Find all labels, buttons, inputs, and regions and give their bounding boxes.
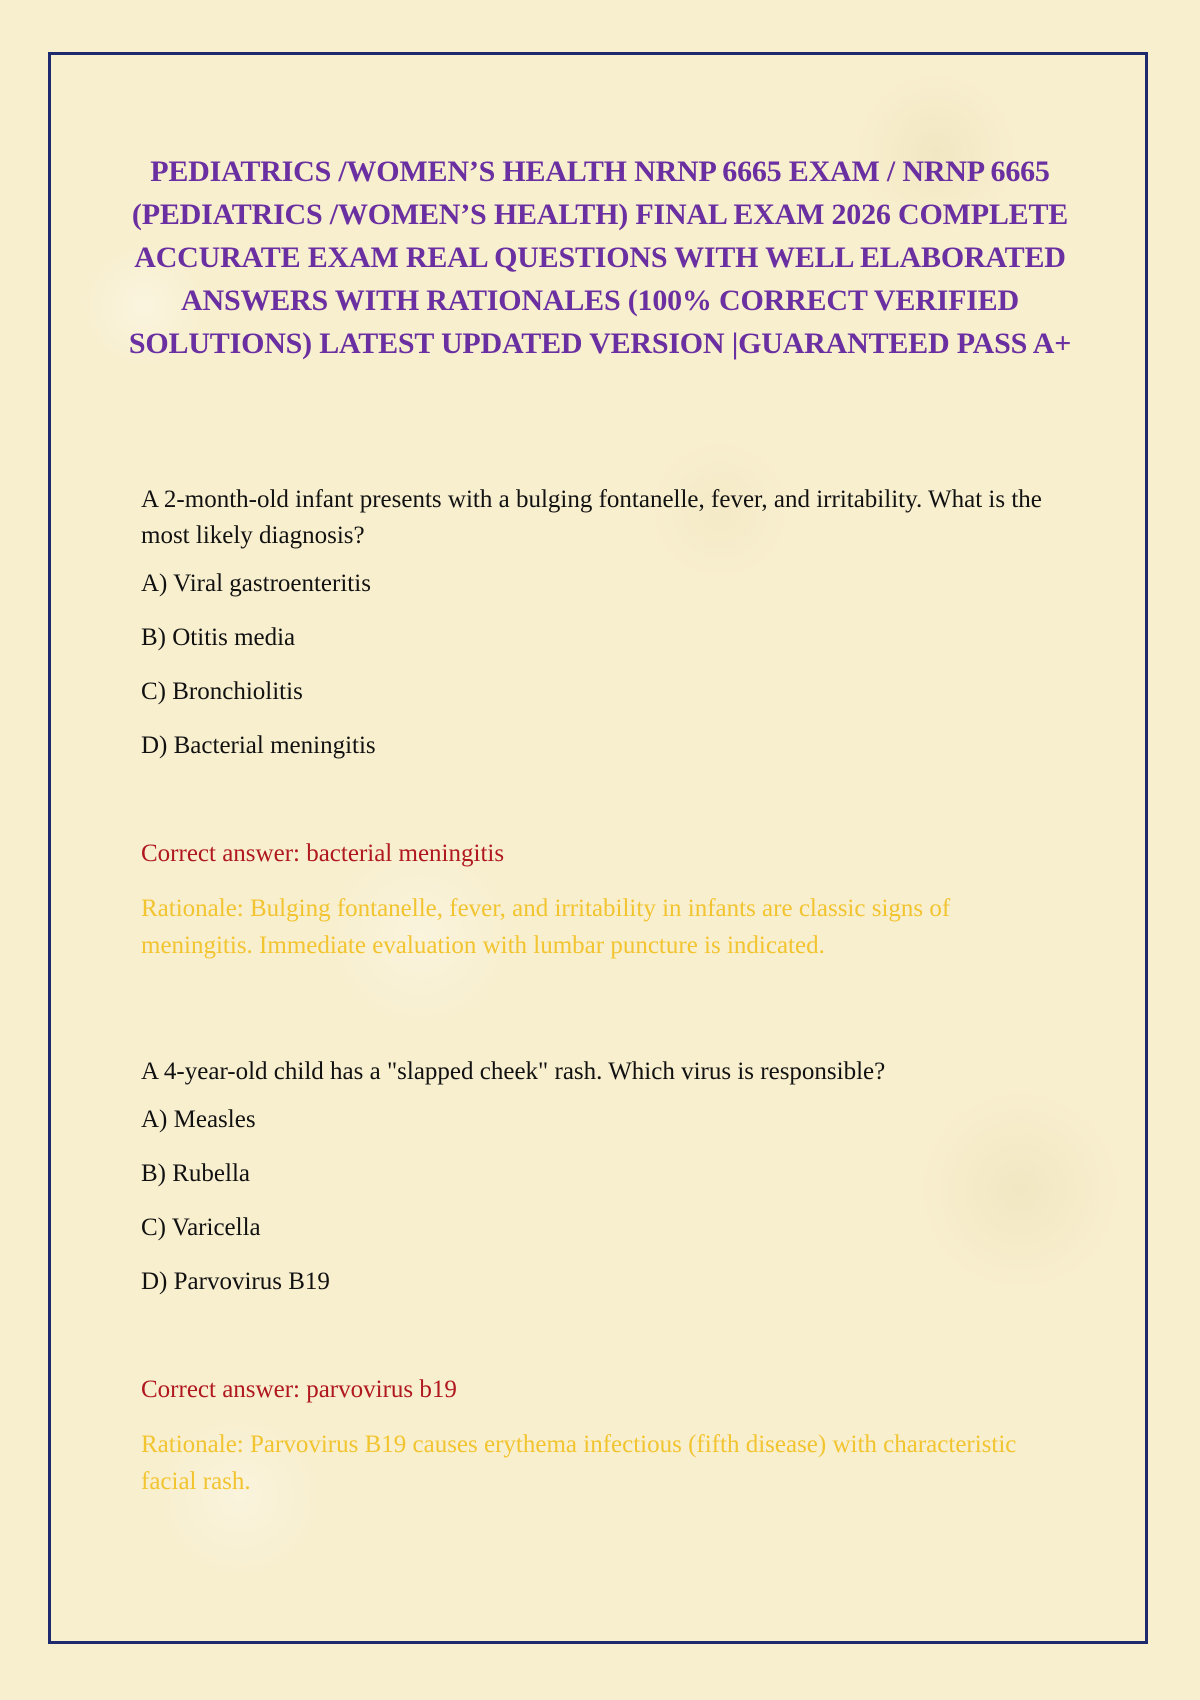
option-b: B) Otitis media [141, 624, 296, 651]
question-2 [141, 1054, 1061, 1500]
correct-answer: Correct answer: bacterial meningitis [141, 840, 505, 867]
option-d: D) Parvovirus B19 [141, 1268, 330, 1295]
question-stem: A 2-month-old infant presents with a bulging fontanelle, fever, and irritability. What is the most likely diagnosis? [141, 486, 1042, 549]
answer-options [141, 1102, 1061, 1300]
option-a: A) Viral gastroenteritis [141, 570, 371, 597]
option-c: C) Varicella [141, 1214, 261, 1241]
option-b: B) Rubella [141, 1160, 251, 1187]
document-title: PEDIATRICS /WOMEN’S HEALTH NRNP 6665 EXAM / NRNP 6665 (PEDIATRICS /WOMEN’S HEALTH) FINAL EXAM 2026 COMPLETE ACCURATE EXAM REAL QUESTIONS WITH WELL ELABORATED ANSWERS WITH RATIONALES (100% CORRECT VERIFIED SOLUTIONS) LATEST UPDATED VERSION |GUARANTEED PASS A+ [128, 155, 1072, 360]
option-c: C) Bronchiolitis [141, 678, 303, 705]
rationale: Rationale: Bulging fontanelle, fever, and irritability in infants are classic signs of meningitis. Immediate evaluation with lumbar puncture is indicated. [141, 895, 951, 959]
rationale: Rationale: Parvovirus B19 causes erythema infectious (fifth disease) with characteristic facial rash. [141, 1431, 1017, 1495]
option-d: D) Bacterial meningitis [141, 732, 376, 759]
answer-options [141, 566, 1061, 764]
option-a: A) Measles [141, 1106, 256, 1133]
correct-answer: Correct answer: parvovirus b19 [141, 1376, 457, 1403]
document-content [141, 482, 1061, 1500]
question-stem: A 4-year-old child has a "slapped cheek" rash. Which virus is responsible? [141, 1058, 886, 1085]
question-1 [141, 482, 1061, 964]
